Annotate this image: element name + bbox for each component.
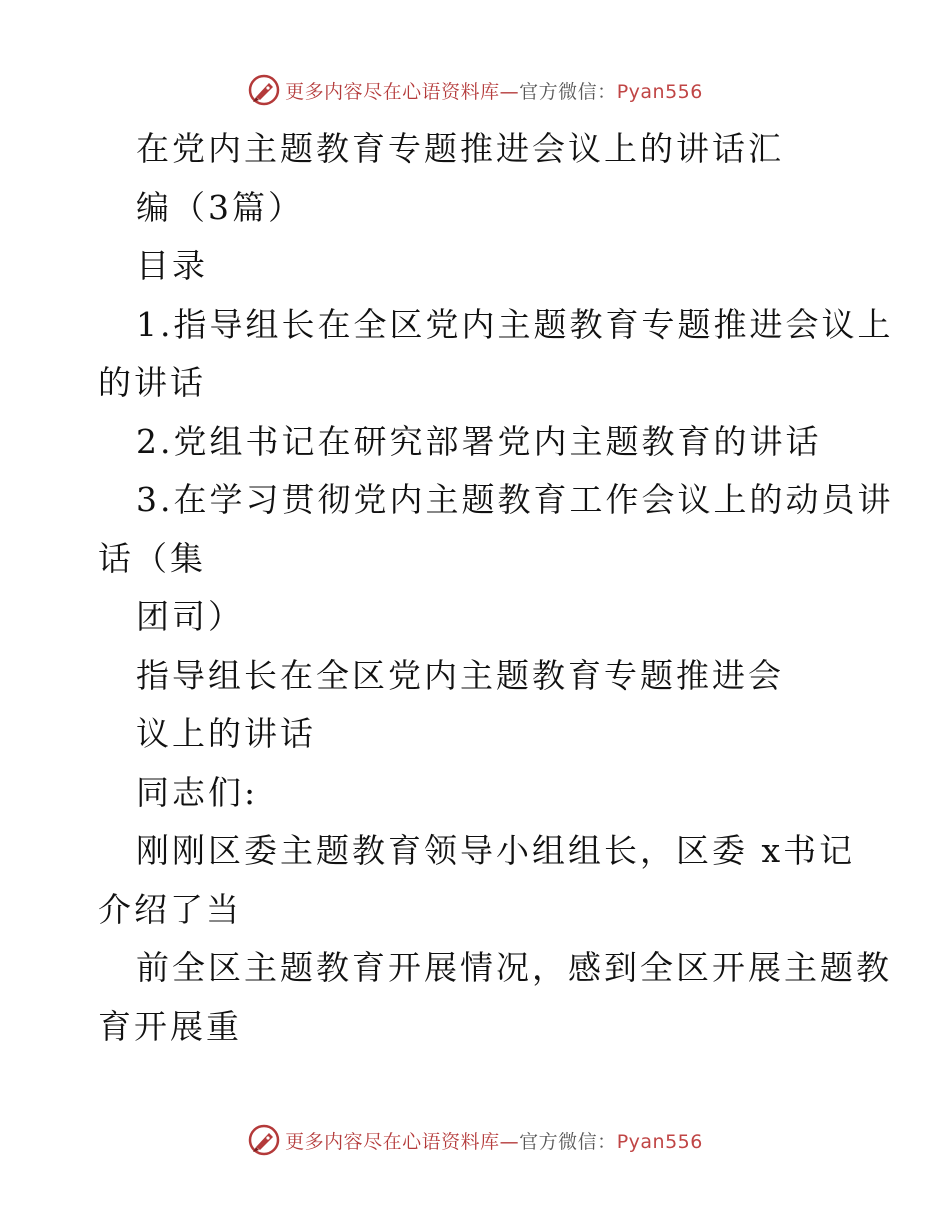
section-title-line-1: 指导组长在全区党内主题教育专题推进会 [136, 655, 784, 695]
salutation: 同志们: [136, 772, 259, 812]
toc-item-3-continued-2: 团司） [136, 597, 244, 636]
toc-item-1-continued: 的讲话 [98, 363, 206, 402]
toc-item-1: 1.指导组长在全区党内主题教育专题推进会议上 [136, 304, 894, 344]
watermark-text: 更多内容尽在心语资料库—官方微信：Pyan556 [285, 80, 703, 103]
toc-item-2: 2.党组书记在研究部署党内主题教育的讲话 [136, 421, 822, 461]
paragraph-line: 前全区主题教育开展情况，感到全区开展主题教 [136, 948, 892, 987]
document-title-line-2: 编（3篇） [136, 187, 304, 227]
pen-nib-logo-icon [247, 1123, 281, 1157]
toc-heading: 目录 [136, 246, 208, 285]
paragraph-line: 介绍了当 [98, 889, 242, 929]
toc-item-3-continued: 话（集 [98, 538, 206, 578]
footer-watermark-banner [0, 1120, 950, 1160]
document-body [98, 120, 894, 1056]
section-title-line-2: 议上的讲话 [136, 714, 316, 753]
paragraph-line: 刚刚区委主题教育领导小组组长，区委 x书记 [136, 831, 856, 870]
header-watermark-banner [0, 70, 950, 110]
watermark-text: 更多内容尽在心语资料库—官方微信：Pyan556 [285, 1130, 703, 1153]
toc-item-3: 3.在学习贯彻党内主题教育工作会议上的动员讲 [136, 480, 894, 519]
document-title-line-1: 在党内主题教育专题推进会议上的讲话汇 [136, 129, 784, 168]
pen-nib-logo-icon [247, 73, 281, 107]
paragraph-line: 育开展重 [98, 1006, 242, 1046]
